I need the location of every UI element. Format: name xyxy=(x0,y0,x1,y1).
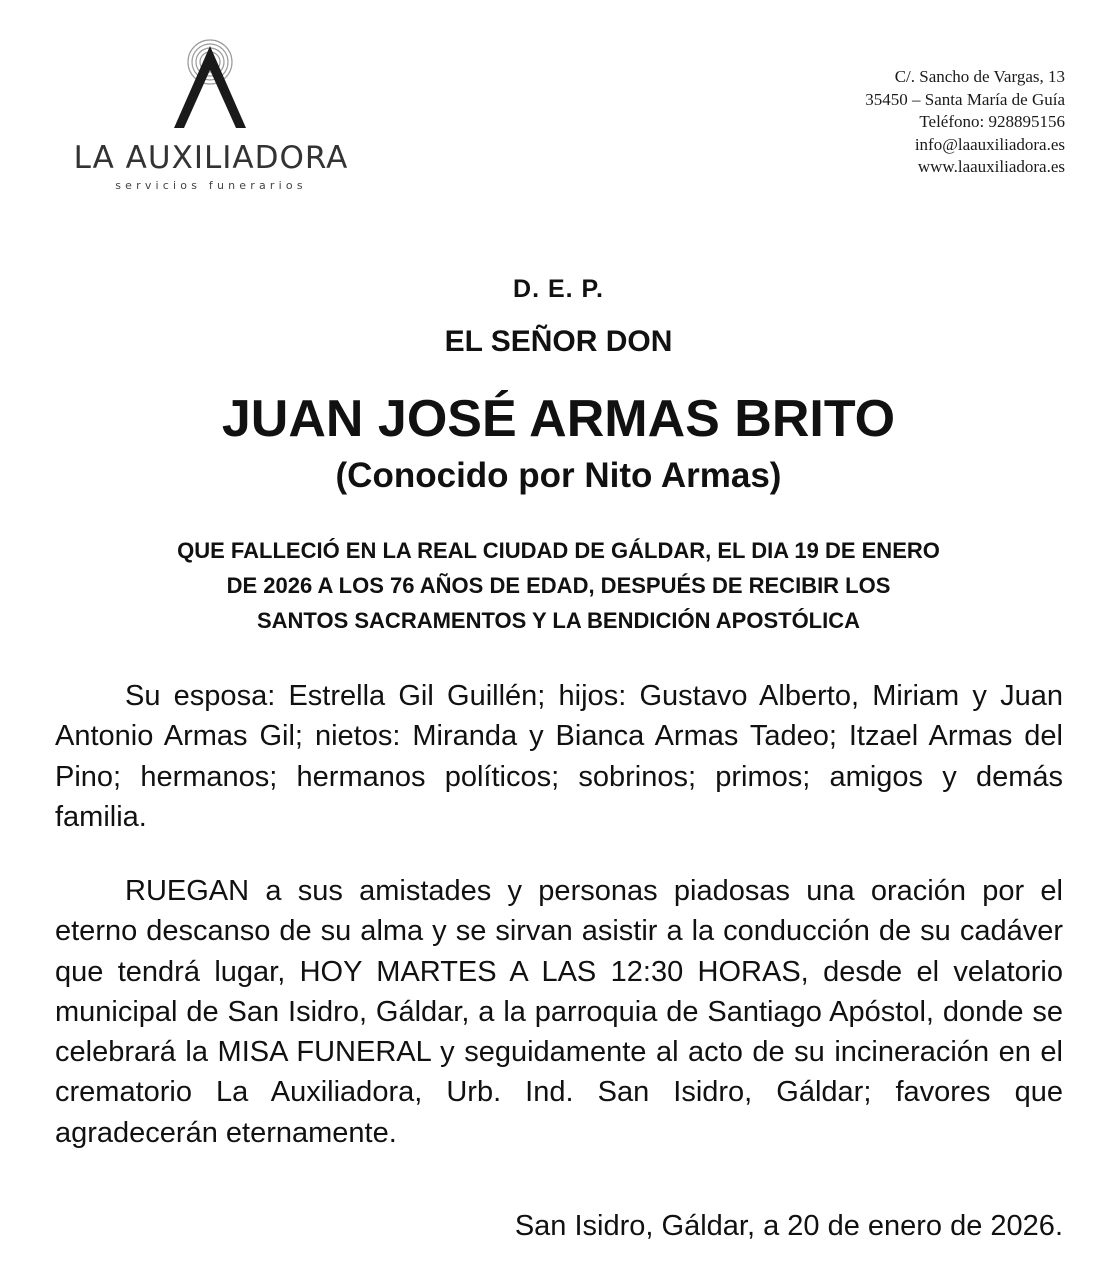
address-email: info@laauxiliadora.es xyxy=(914,134,1065,154)
funeral-arch-logo-icon xyxy=(162,36,258,132)
company-address xyxy=(705,66,1065,179)
dateline: San Isidro, Gáldar, a 20 de enero de 2026. xyxy=(514,1210,1063,1242)
address-web: www.laauxiliadora.es xyxy=(917,157,1065,176)
address-city: 35450 – Santa María de Guía xyxy=(865,89,1065,109)
deceased-name: JUAN JOSÉ ARMAS BRITO xyxy=(221,390,896,448)
death-line: DE 2026 A LOS 76 AÑOS DE EDAD, DESPUÉS DE RECIBIR LOS xyxy=(226,573,891,598)
address-street: C/. Sancho de Vargas, 13 xyxy=(894,67,1065,86)
dep-heading: D. E. P. xyxy=(513,275,604,303)
request-paragraph: RUEGAN a sus amistades y personas piadosas una oración por el eterno descanso de su alma y se sirvan asistir a la conducción de su cadáver que tendrá lugar, HOY MARTES A LAS 12:30 HORAS, desde el velatorio municipal de San Isidro, Gáldar, a la parroquia de Santiago Apóstol, donde se celebrará la MISA FUNERAL y seguidamente al acto de su incineración en el crematorio La Auxiliadora, Urb. Ind. San Isidro, Gáldar; favores que agradecerán eternamente. xyxy=(55,875,1063,1149)
death-statement xyxy=(40,533,1077,638)
address-phone: Teléfono: 928895156 xyxy=(919,112,1065,131)
company-logo xyxy=(46,36,376,196)
honorific-heading: EL SEÑOR DON xyxy=(444,325,673,358)
company-tagline: servicios funerarios xyxy=(115,179,307,192)
family-paragraph: Su esposa: Estrella Gil Guillén; hijos: Gustavo Alberto, Miriam y Juan Antonio Armas Gil; nietos: Miranda y Bianca Armas Tadeo; Itzael Armas del Pino; hermanos; hermanos políticos; sobrinos; primos; amigos y demás familia. xyxy=(55,680,1063,833)
company-name: LA AUXILIADORA xyxy=(73,140,349,176)
known-as: (Conocido por Nito Armas) xyxy=(335,456,782,495)
death-line: QUE FALLECIÓ EN LA REAL CIUDAD DE GÁLDAR, EL DIA 19 DE ENERO xyxy=(177,538,940,563)
death-line: SANTOS SACRAMENTOS Y LA BENDICIÓN APOSTÓLICA xyxy=(256,608,861,633)
